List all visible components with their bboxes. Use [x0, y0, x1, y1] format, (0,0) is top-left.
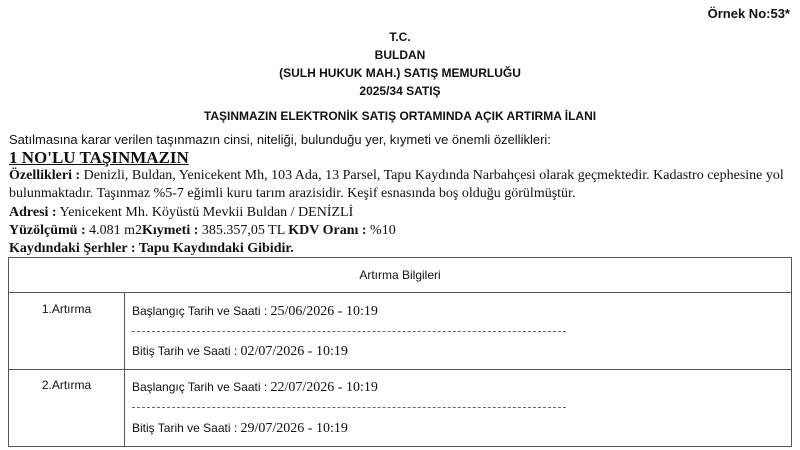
- header-line-office: (SULH HUKUK MAH.) SATIŞ MEMURLUĞU: [279, 66, 521, 80]
- intro-text: Satılmasına karar verilen taşınmazın cinsi, niteliği, bulunduğu yer, kıymeti ve önemli özellikleri:: [9, 132, 551, 147]
- features-label: Özellikleri :: [9, 168, 81, 183]
- value-label: Kıymeti :: [142, 223, 199, 238]
- document-header: [0, 28, 800, 100]
- lot-features: [9, 167, 794, 203]
- value-value: 385.357,05 TL: [198, 223, 289, 238]
- end-value: 29/07/2026 - 10:19: [240, 421, 348, 436]
- address-value: Yenicekent Mh. Köyüstü Mevkii Buldan / DENİZLİ: [56, 205, 354, 220]
- header-line-buldan: BULDAN: [374, 48, 426, 62]
- auction-row-1-label: 1.Artırma: [41, 302, 92, 316]
- auction-row-2-start: [132, 380, 378, 396]
- area-label: Yüzölçümü :: [9, 223, 86, 238]
- lot-area-value: [9, 222, 396, 240]
- auction-row-2-label: 2.Artırma: [41, 378, 92, 392]
- kdv-label: KDV Oranı :: [288, 223, 367, 238]
- start-label: Başlangıç Tarih ve Saati :: [132, 304, 271, 318]
- dashed-separator: [132, 331, 566, 332]
- end-value: 02/07/2026 - 10:19: [240, 344, 348, 359]
- table-divider: [9, 292, 791, 293]
- end-label: Bitiş Tarih ve Saati :: [132, 344, 241, 358]
- header-line-tc: T.C.: [389, 30, 411, 44]
- address-label: Adresi :: [9, 205, 57, 220]
- auction-row-1-start: [132, 304, 378, 320]
- kdv-value: %10: [366, 223, 396, 238]
- dashed-separator: [132, 407, 566, 408]
- lot-encumbrances: [9, 240, 294, 258]
- auction-table-heading: Artırma Bilgileri: [359, 268, 441, 282]
- announcement-title: TAŞINMAZIN ELEKTRONİK SATIŞ ORTAMINDA AÇIK ARTIRMA İLANI: [203, 109, 597, 123]
- auction-row-1-end: [132, 344, 348, 360]
- auction-table: [8, 257, 792, 447]
- end-label: Bitiş Tarih ve Saati :: [132, 421, 241, 435]
- auction-row-2-end: [132, 421, 348, 437]
- header-line-case-number: 2025/34 SATIŞ: [359, 84, 441, 98]
- lot-address: [9, 204, 353, 222]
- table-row-divider: [9, 369, 791, 370]
- start-label: Başlangıç Tarih ve Saati :: [132, 380, 271, 394]
- lot-title: 1 NO'LU TAŞINMAZIN: [9, 148, 189, 167]
- encumbrance-value: Tapu Kaydındaki Gibidir.: [135, 241, 294, 256]
- start-value: 22/07/2026 - 10:19: [270, 380, 378, 395]
- start-value: 25/06/2026 - 10:19: [270, 304, 378, 319]
- features-text: Denizli, Buldan, Yenicekent Mh, 103 Ada, 13 Parsel, Tapu Kaydında Narbahçesi olarak geçmektedir. Kadastro cephesine yol bulunmaktadır. Taşınmaz %5-7 eğimli kuru tarım arazisidir. Keşif esnasında boş olduğu görülmüştür.: [9, 168, 784, 201]
- encumbrance-label: Kaydındaki Şerhler :: [9, 241, 136, 256]
- area-value: 4.081 m2: [85, 223, 143, 238]
- sample-number: Örnek No:53*: [707, 6, 790, 21]
